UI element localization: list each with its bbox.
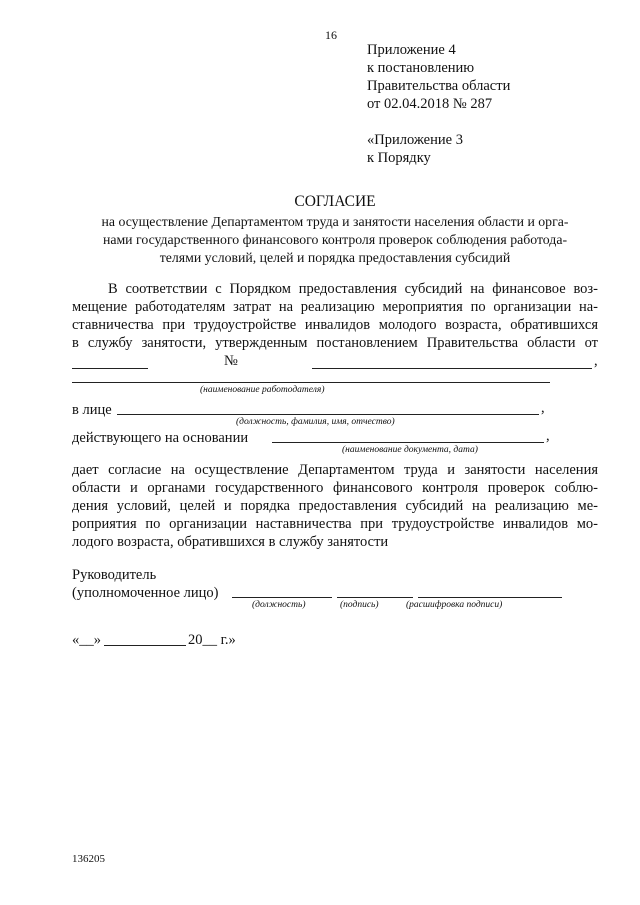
header-line-6: к Порядку [367,150,431,166]
position-line[interactable] [232,597,332,598]
title-sub-2: нами государственного финансового контроля проверок соблюдения работода- [102,232,568,247]
header-line-1: Приложение 4 [367,42,456,58]
p1-line-2: мещение работодателям затрат на реализацию мероприятия по организации на- [72,299,598,315]
decode-caption: (расшифровка подписи) [406,600,503,610]
p2-line-5: лодого возраста, обратившихся в службу занятости [72,534,389,550]
in-person-label: в лице [72,402,112,418]
number-sign: № [224,353,238,369]
p2-line-1: дает согласие на осуществление Департаментом труда и занятости населения [72,462,598,478]
employer-name-line[interactable] [72,382,550,383]
acting-basis-label: действующего на основании [72,430,249,446]
comma-3: , [546,428,550,444]
p2-line-3: дения условий, целей и порядка предоставления субсидий на реализацию ме- [72,498,598,514]
basis-document-line[interactable] [272,442,544,443]
comma-1: , [594,353,598,369]
p1-line-3: ставничества при трудоустройстве инвалидов молодого возраста, обратившихся [72,317,598,333]
p2-line-4: роприятия по организации наставничества при трудоустройстве инвалидов мо- [72,516,598,532]
comma-2: , [541,400,545,416]
position-caption: (должность) [252,600,306,610]
document-caption: (наименование документа, дата) [342,445,478,455]
title-sub-1: на осуществление Департаментом труда и занятости населения области и орга- [101,214,569,229]
p1-line-1: В соответствии с Порядком предоставления субсидий на финансовое воз- [108,281,598,297]
date-month-line[interactable] [104,645,186,646]
header-line-4: от 02.04.2018 № 287 [367,96,493,112]
employer-caption: (наименование работодателя) [200,385,325,395]
decree-number-line[interactable] [312,368,592,369]
date-year: 20__ г.» [188,632,236,648]
header-line-3: Правительства области [367,78,511,94]
signature-line[interactable] [337,597,413,598]
title-main: СОГЛАСИЕ [294,193,376,210]
p2-line-2: области и органами государственного финансового контроля проверок соблю- [72,480,598,496]
date-open: «__» [72,632,101,648]
signature-decode-line[interactable] [418,597,562,598]
header-line-2: к постановлению [367,60,475,76]
head-label: Руководитель [72,567,157,583]
header-line-5: «Приложение 3 [367,132,463,148]
decree-date-line[interactable] [72,368,148,369]
signature-caption: (подпись) [340,600,379,610]
authorized-label: (уполномоченное лицо) [72,585,219,601]
p1-line-4: в службу занятости, утвержденным постановлением Правительства области от [72,335,598,351]
person-line[interactable] [117,414,539,415]
person-caption: (должность, фамилия, имя, отчество) [236,417,395,427]
footer-code: 136205 [72,853,105,865]
title-sub-3: телями условий, целей и порядка предоставления субсидий [159,250,511,265]
page-number: 16 [325,28,337,42]
